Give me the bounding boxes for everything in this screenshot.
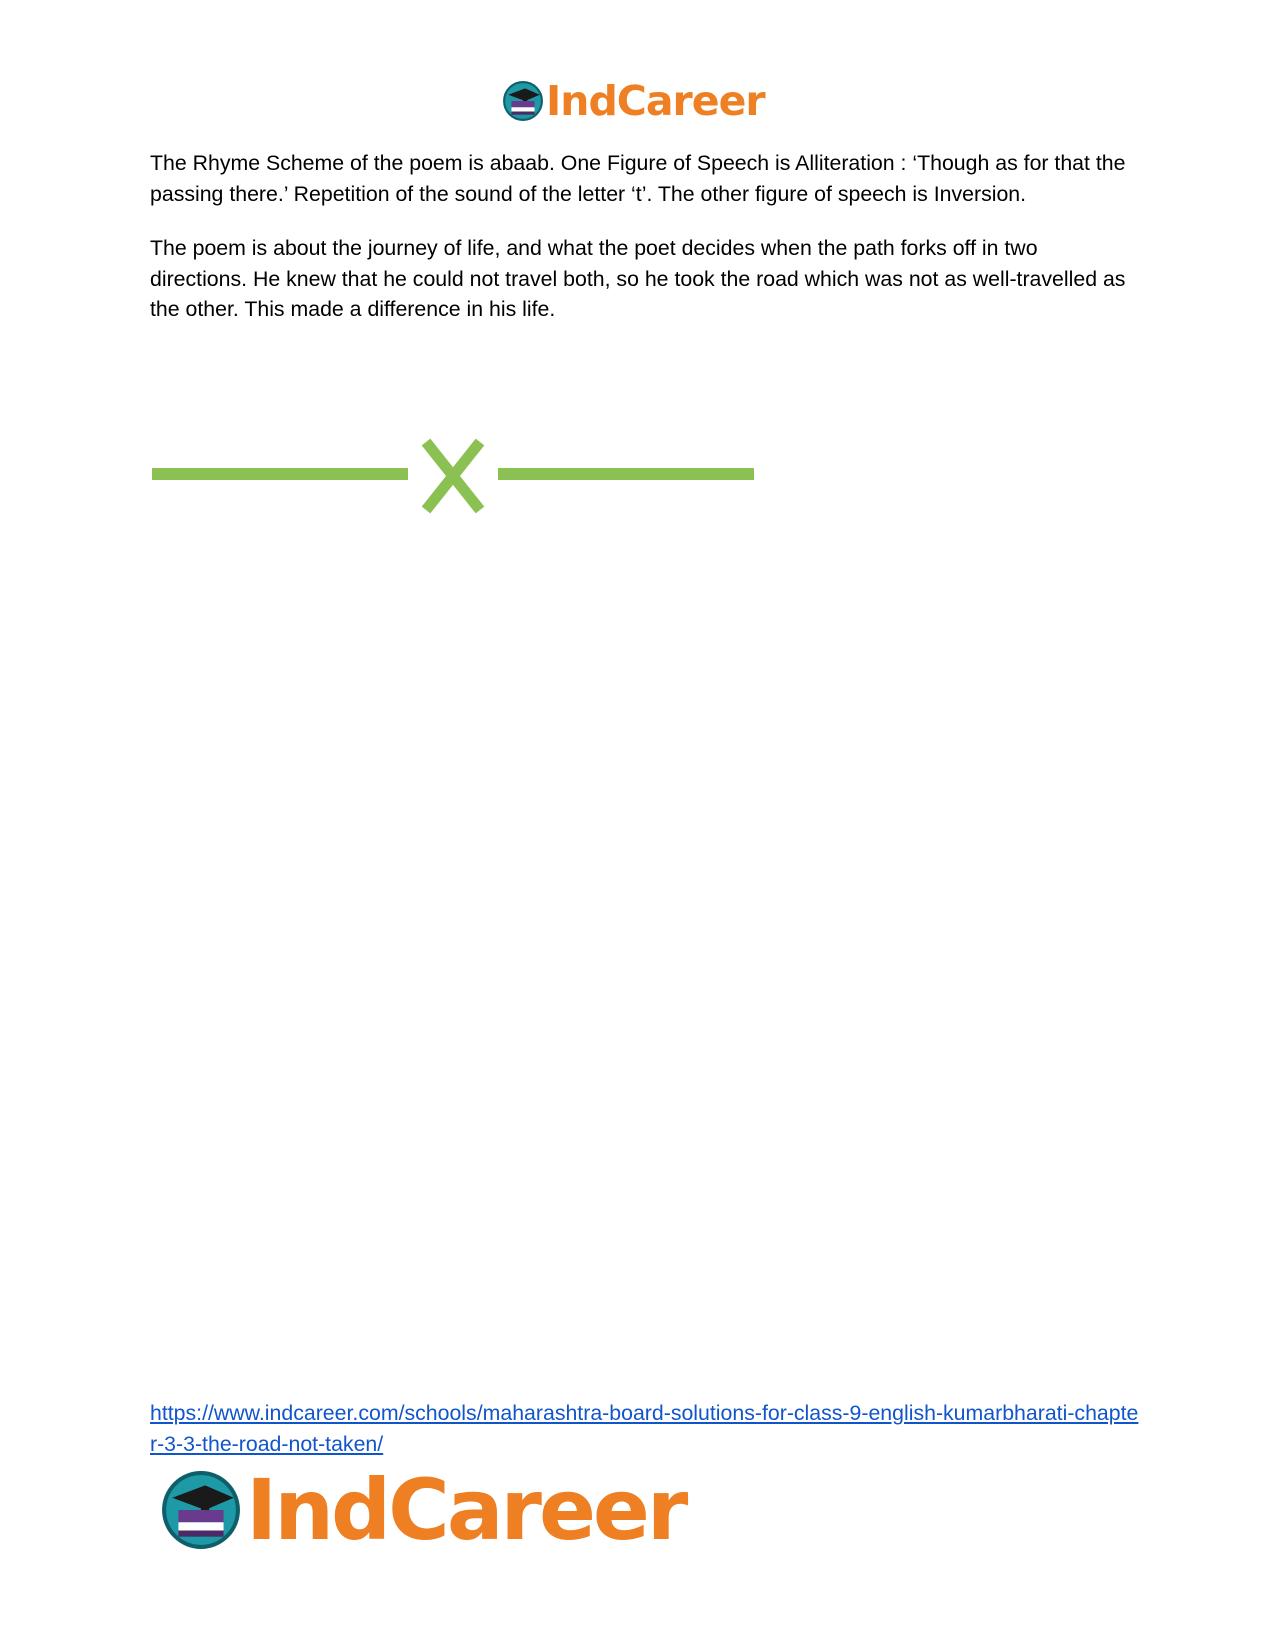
graduation-emblem-icon (502, 80, 544, 122)
header-logo (502, 76, 765, 125)
paragraph-poem-summary: The poem is about the journey of life, and what the poet decides when the path forks off in two directions. He knew that he could not travel both, so he took the road which was not as well-travelled as the other. This made a difference in his life. (150, 236, 1126, 321)
footer-logo (160, 1461, 686, 1559)
graduation-emblem-icon (160, 1469, 242, 1551)
paragraph-rhyme-scheme: The Rhyme Scheme of the poem is abaab. One Figure of Speech is Alliteration : ‘Though as for that the passing there.’ Repetition of the sound of the letter ‘t’. The other figure of speech is Inversion. (150, 151, 1126, 206)
x-divider-icon (150, 436, 760, 516)
document-body (150, 148, 1130, 349)
source-link[interactable]: https://www.indcareer.com/schools/maharashtra-board-solutions-for-class-9-english-kumarbharati-chapter-3-3-the-road-not-taken/ (150, 1401, 1139, 1456)
logo-wordmark: IndCareer (546, 76, 765, 125)
logo-wordmark: IndCareer (246, 1461, 686, 1559)
